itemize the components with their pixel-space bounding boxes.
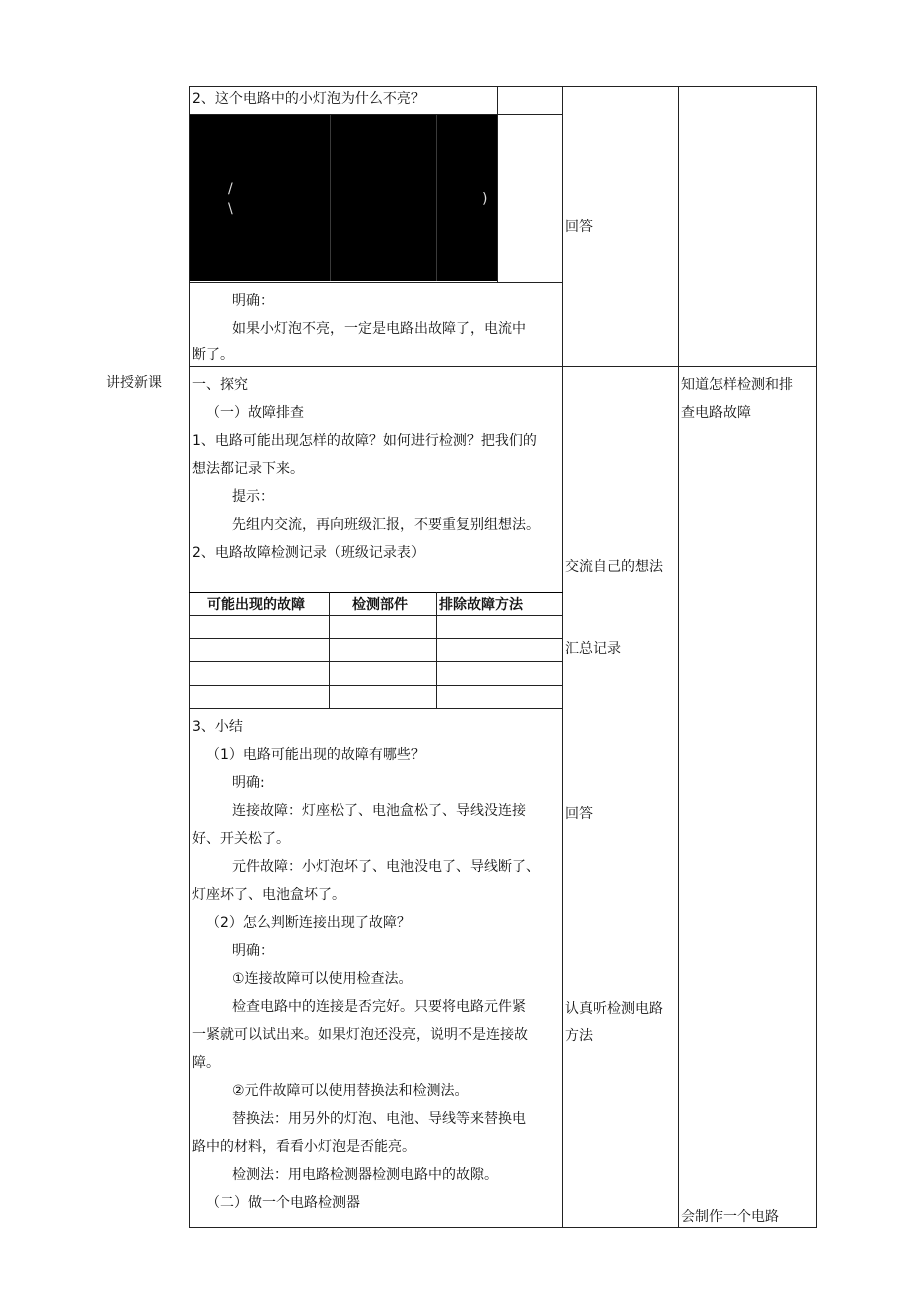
summary-line: 明确：	[232, 943, 274, 959]
student-activity: 汇总记录	[565, 641, 621, 657]
content-line: 提示：	[232, 489, 274, 505]
summary-question: （1）电路可能出现的故障有哪些？	[206, 747, 425, 763]
table-border-bottom	[189, 1227, 817, 1228]
content-line: 2、电路故障检测记录（班级记录表）	[192, 545, 425, 561]
record-table-line	[189, 615, 563, 616]
summary-line: 替换法：用另外的灯泡、电池、导线等来替换电	[232, 1111, 526, 1127]
record-table-col	[436, 592, 437, 709]
photo-divider	[330, 115, 331, 281]
subsection-heading: （一）故障排查	[206, 405, 304, 421]
image-cell-bottom	[189, 282, 563, 283]
summary-line: 检查电路中的连接是否完好。只要将电路元件紧	[232, 999, 526, 1015]
goal-text: 知道怎样检测和排	[681, 377, 793, 393]
table-header: 排除故障方法	[439, 597, 523, 613]
content-line: 先组内交流，再向班级汇报，不要重复别组想法。	[232, 517, 540, 533]
question-cell-divider	[497, 86, 498, 282]
summary-question: （2）怎么判断连接出现了故障？	[206, 915, 411, 931]
table-border-top	[189, 86, 817, 87]
row-divider	[189, 366, 817, 367]
student-activity: 回答	[565, 219, 593, 235]
content-line: 1、电路可能出现怎样的故障？如何进行检测？把我们的	[192, 433, 537, 449]
column-divider-content	[562, 86, 563, 1228]
student-activity: 交流自己的想法	[565, 559, 663, 575]
record-table-line	[189, 685, 563, 686]
question-text: 2、这个电路中的小灯泡为什么不亮？	[192, 91, 425, 107]
wire-mark-icon: /	[228, 181, 233, 197]
table-header: 可能出现的故障	[207, 597, 305, 613]
table-header: 检测部件	[352, 597, 408, 613]
student-activity: 回答	[565, 806, 593, 822]
record-table-line	[189, 638, 563, 639]
record-table-top	[189, 592, 563, 593]
summary-line: ②元件故障可以使用替换法和检测法。	[232, 1083, 469, 1099]
summary-line: 路中的材料，看看小灯泡是否能亮。	[192, 1139, 416, 1155]
goal-text: 会制作一个电路	[681, 1209, 779, 1225]
goal-text: 查电路故障	[681, 405, 751, 421]
circuit-photo	[190, 115, 497, 281]
summary-line: 明确:	[232, 775, 265, 791]
answer-line: 如果小灯泡不亮，一定是电路出故障了，电流中	[232, 321, 526, 337]
summary-heading: 3、小结	[192, 719, 243, 735]
bulb-mark-icon: )	[482, 191, 488, 207]
subsection-heading: （二）做一个电路检测器	[206, 1195, 360, 1211]
record-table-col	[329, 592, 330, 709]
summary-line: 好、开关松了。	[192, 831, 290, 847]
summary-line: 元件故障：小灯泡坏了、电池没电了、导线断了、	[232, 859, 540, 875]
table-border-right	[816, 86, 817, 1228]
record-table-line	[189, 661, 563, 662]
summary-line: 连接故障：灯座松了、电池盒松了、导线没连接	[232, 803, 526, 819]
student-activity: 方法	[565, 1028, 593, 1044]
summary-line: 灯座坏了、电池盒坏了。	[192, 887, 346, 903]
content-line: 想法都记录下来。	[192, 461, 304, 477]
summary-line: 一紧就可以试出来。如果灯泡还没亮，说明不是连接故	[192, 1027, 528, 1043]
photo-divider	[436, 115, 437, 281]
summary-line: 检测法：用电路检测器检测电路中的故隙。	[232, 1167, 498, 1183]
mingque-label: 明确：	[232, 293, 274, 309]
student-activity: 认真听检测电路	[565, 1001, 663, 1017]
section-label: 讲授新课	[106, 375, 162, 391]
answer-line: 断了。	[192, 347, 234, 363]
record-table-bottom	[189, 708, 563, 709]
explore-heading: 一、探究	[192, 377, 248, 393]
column-divider-student	[678, 86, 679, 1228]
summary-line: ①连接故障可以使用检查法。	[232, 971, 413, 987]
summary-line: 障。	[192, 1055, 220, 1071]
wire-mark-icon: \	[228, 201, 233, 217]
